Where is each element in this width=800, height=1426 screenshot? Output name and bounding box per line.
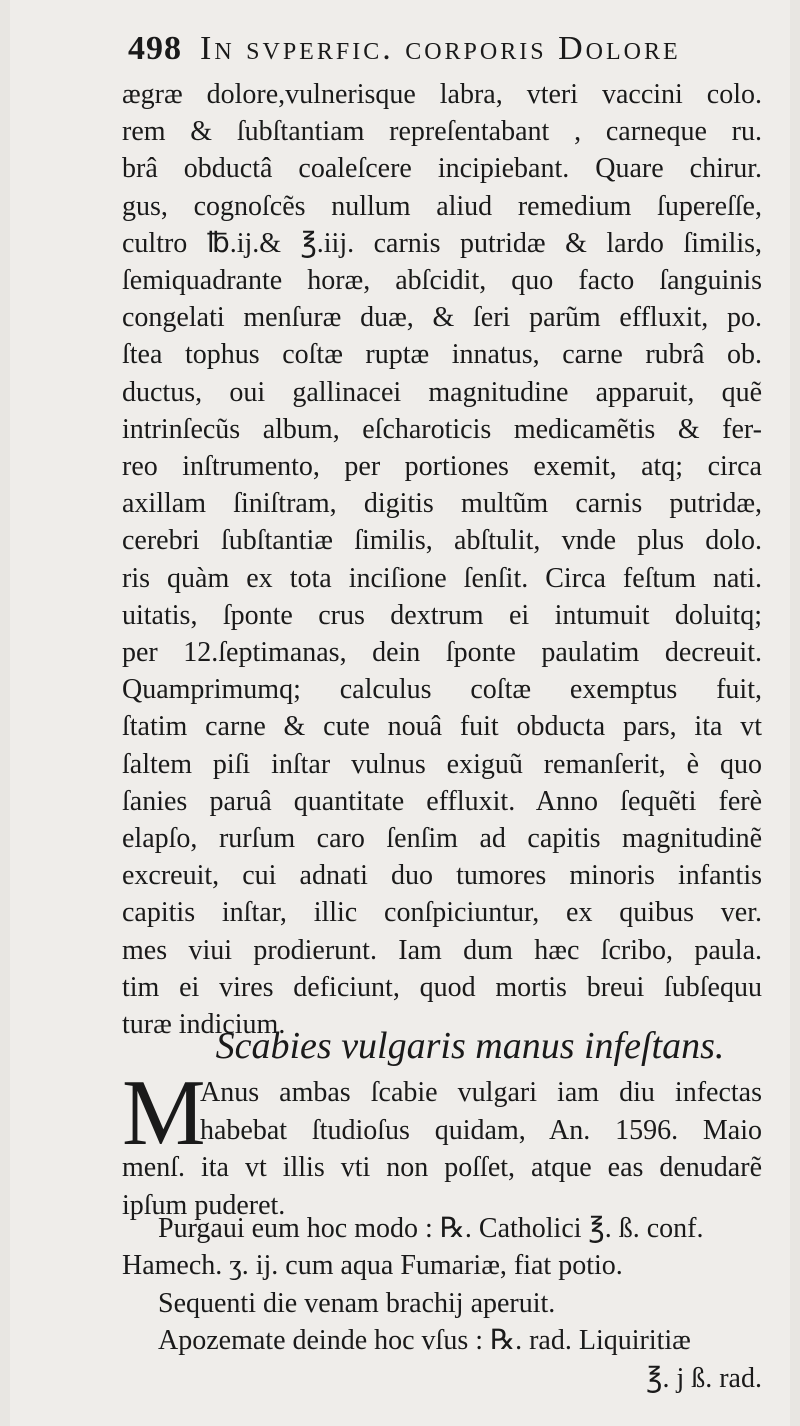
text-line: Anus ambas ſcabie vulgari iam diu infectas bbox=[200, 1077, 762, 1108]
text-line: ſtea tophus coſtæ ruptæ innatus, carne rubrâ ob. bbox=[122, 339, 762, 371]
case-paragraph bbox=[122, 1061, 762, 1224]
text-line: tim ei vires deficiunt, quod mortis breui ſubſequu bbox=[122, 971, 762, 1003]
text-line: axillam ſiniſtram, digitis multũm carnis putridæ, bbox=[122, 488, 762, 520]
text-line: capitis inſtar, illic conſpiciuntur, ex quibus ver. bbox=[122, 897, 762, 929]
text-line: ductus, oui gallinacei magnitudine apparuit, quẽ bbox=[122, 376, 762, 408]
recipe-line: Hamech. ʒ. ij. cum aqua Fumariæ, fiat potio. bbox=[122, 1250, 623, 1282]
text-line: ſanies paruâ quantitate effluxit. Anno ſequẽti ferè bbox=[122, 785, 762, 817]
text-line: reo inſtrumento, per portiones exemit, atq; circa bbox=[122, 451, 762, 483]
text-line: habebat ſtudioſus quidam, An. 1596. Maio bbox=[200, 1114, 762, 1146]
text-line: cerebri ſubſtantiæ ſimilis, abſtulit, vnde plus dolo. bbox=[122, 525, 762, 557]
recipe-line: Sequenti die venam brachij aperuit. bbox=[158, 1287, 556, 1319]
text-line: ſaltem piſi inſtar vulnus exiguũ remanſerit, è quo bbox=[122, 748, 762, 780]
text-line: cultro ℔.ij.& ℥.iij. carnis putridæ & lardo ſimilis, bbox=[122, 227, 762, 259]
page-header bbox=[128, 30, 788, 68]
text-line: ſemiquadrante horæ, abſcidit, quo facto ſanguinis bbox=[122, 265, 762, 297]
text-line: congelati menſuræ duæ, & ſeri parũm effluxit, po. bbox=[122, 302, 762, 334]
text-line: elapſo, rurſum caro ſenſim ad capitis magnitudinẽ bbox=[122, 823, 762, 855]
text-line: uitatis, ſponte crus dextrum ei intumuit doluitq; bbox=[122, 599, 762, 631]
text-line: Quamprimumq; calculus coſtæ exemptus fuit, bbox=[122, 674, 762, 706]
text-line: per 12.ſeptimanas, dein ſponte paulatim decreuit. bbox=[122, 637, 762, 669]
text-line: brâ obductâ coaleſcere incipiebant. Quare chirur. bbox=[122, 153, 762, 185]
text-line: gus, cognoſcẽs nullum aliud remedium ſupereſſe, bbox=[122, 190, 762, 222]
drop-cap: M bbox=[122, 1061, 206, 1165]
text-line: intrinſecũs album, eſcharoticis medicamẽtis & fer- bbox=[122, 413, 762, 445]
body-text bbox=[122, 76, 762, 1043]
text-line-last: ipſum puderet. bbox=[122, 1189, 286, 1221]
recipe-line: ℥. j ß. rad. bbox=[646, 1362, 762, 1394]
recipe-block bbox=[122, 1210, 762, 1397]
recipe-line: Purgaui eum hoc modo : ℞. Catholici ℥. ß. conf. bbox=[158, 1213, 704, 1244]
text-line: excreuit, cui adnati duo tumores minoris infantis bbox=[122, 860, 762, 892]
page-number: 498 bbox=[128, 30, 182, 67]
text-line-last: turæ indicium. bbox=[122, 1009, 286, 1041]
text-line: rem & ſubſtantiam repreſentabant , carneque ru. bbox=[122, 116, 762, 148]
text-line: menſ. ita vt illis vti non poſſet, atque eas denudarẽ bbox=[122, 1152, 762, 1184]
text-line: mes viui prodierunt. Iam dum hæc ſcribo, paula. bbox=[122, 934, 762, 966]
recipe-line: Apozemate deinde hoc vſus : ℞. rad. Liquiritiæ bbox=[158, 1325, 691, 1357]
text-line: ris quàm ex tota inciſione ſenſit. Circa feſtum nati. bbox=[122, 562, 762, 594]
text-line: ægræ dolore,vulnerisque labra, vteri vaccini colo. bbox=[122, 79, 762, 110]
text-line: ſtatim carne & cute nouâ fuit obducta pars, ita vt bbox=[122, 711, 762, 743]
running-head: In svperfic. corporis Dolore bbox=[200, 30, 681, 67]
section-title: Scabies vulgaris manus infeſtans. bbox=[215, 1025, 725, 1067]
